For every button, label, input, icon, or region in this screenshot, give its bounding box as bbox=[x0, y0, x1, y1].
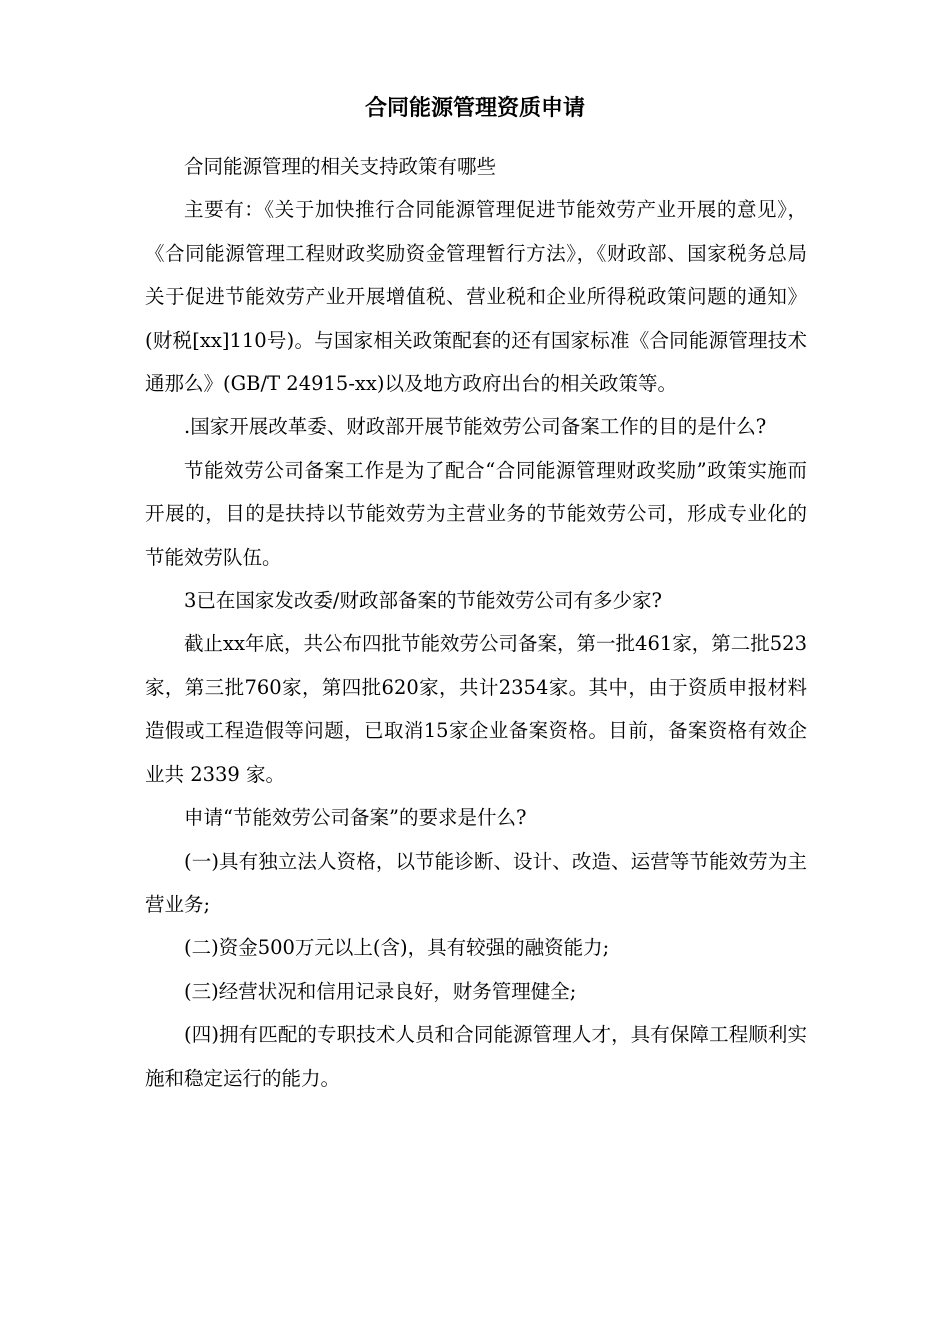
document-title: 合同能源管理资质申请 bbox=[364, 96, 585, 121]
paragraph-requirement-2: (二)资金500万元以上(含)，具有较强的融资能力; bbox=[184, 936, 610, 960]
paragraph-company-count-answer: 截止xx年底，共公布四批节能效劳公司备案，第一批461家，第二批523家，第三批760家，第四批620家，共计2354家。其中，由于资质申报材料造假或工程造假等问题，已取消15家企业备案资格。目前，备案资格有效企业共 2339 家。 bbox=[145, 632, 807, 786]
paragraph-policy-question: 合同能源管理的相关支持政策有哪些 bbox=[184, 155, 497, 178]
document-body bbox=[145, 145, 807, 1100]
paragraph-company-count-question: 3已在国家发改委/财政部备案的节能效劳公司有多少家? bbox=[184, 589, 662, 613]
paragraph-requirements-question: 申请“节能效劳公司备案”的要求是什么? bbox=[184, 806, 527, 830]
paragraph-filing-purpose-question: .国家开展改革委、财政部开展节能效劳公司备案工作的目的是什么? bbox=[184, 415, 767, 439]
paragraph-filing-purpose-answer: 节能效劳公司备案工作是为了配合“合同能源管理财政奖励”政策实施而开展的，目的是扶持以节能效劳为主营业务的节能效劳公司，形成专业化的节能效劳队伍。 bbox=[145, 458, 807, 569]
paragraph-requirement-3: (三)经营状况和信用记录良好，财务管理健全; bbox=[184, 979, 577, 1003]
paragraph-requirement-1: (一)具有独立法人资格，以节能诊断、设计、改造、运营等节能效劳为主营业务; bbox=[145, 849, 807, 916]
paragraph-requirement-4: (四)拥有匹配的专职技术人员和合同能源管理人才，具有保障工程顺利实施和稳定运行的能力。 bbox=[145, 1023, 807, 1090]
paragraph-policy-answer: 主要有：《关于加快推行合同能源管理促进节能效劳产业开展的意见》，《合同能源管理工程财政奖励资金管理暂行方法》，《财政部、国家税务总局关于促进节能效劳产业开展增值税、营业税和企业所得税政策问题的通知》(财税[xx]110号)。与国家相关政策配套的还有国家标准《合同能源管理技术通那么》(GB/T 24915-xx)以及地方政府出台的相关政策等。 bbox=[145, 198, 807, 396]
